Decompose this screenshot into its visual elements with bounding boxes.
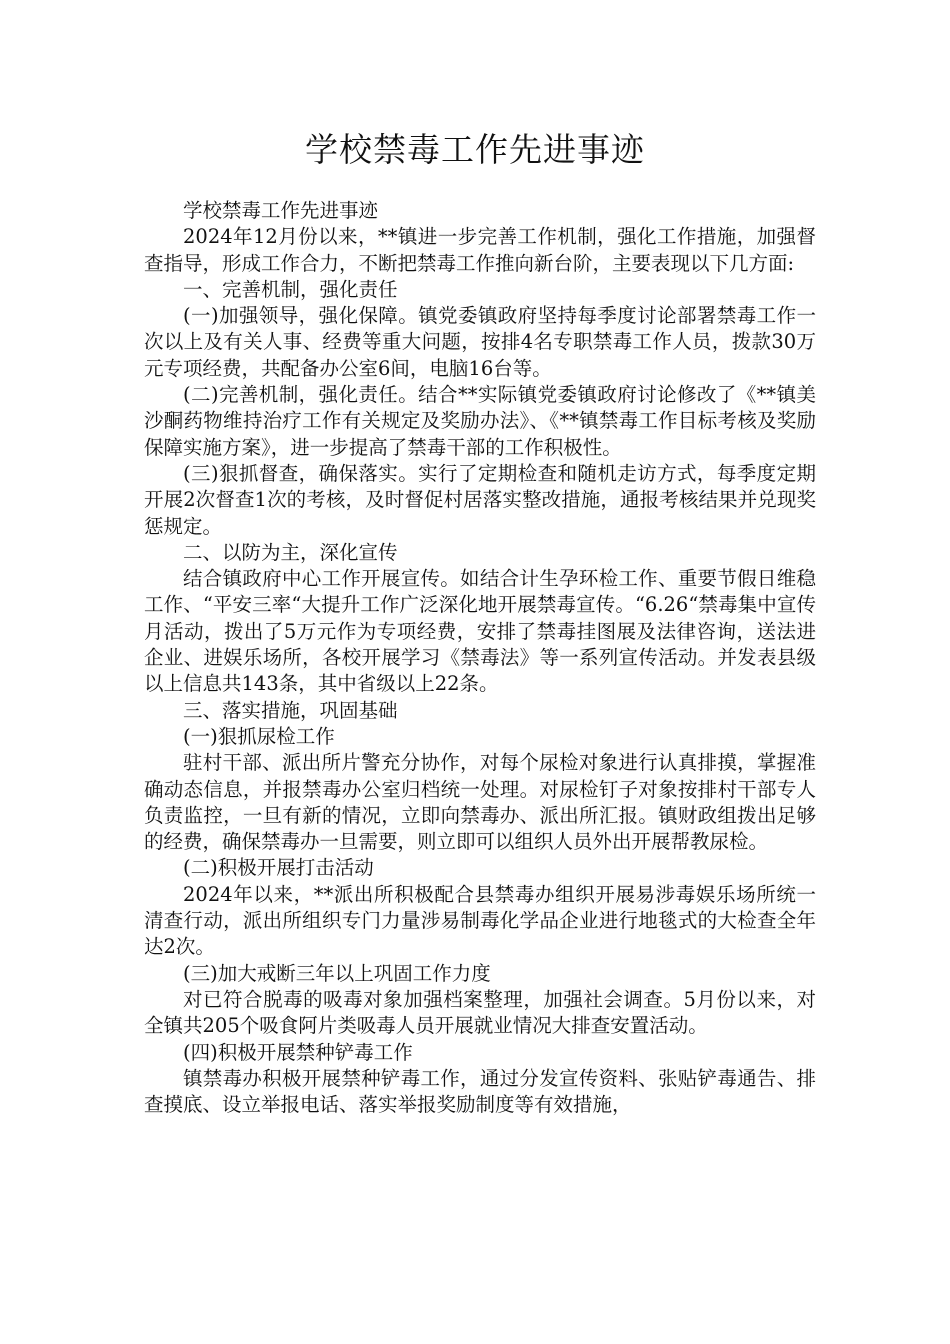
document-title: 学校禁毒工作先进事迹 xyxy=(305,130,645,169)
paragraph: 镇禁毒办积极开展禁种铲毒工作，通过分发宣传资料、张贴铲毒通告、排查摸底、设立举报电话、落实举报奖励制度等有效措施， xyxy=(144,1066,816,1117)
subsection-heading: (二)积极开展打击活动 xyxy=(183,856,374,880)
paragraph: 结合镇政府中心工作开展宣传。如结合计生孕环检工作、重要节假日维稳工作、“平安三率“大提升工作广泛深化地开展禁毒宣传。“6.26“禁毒集中宣传月活动，拨出了5万元作为专项经费，安排了禁毒挂图展及法律咨询，送法进企业、进娱乐场所，各校开展学习《禁毒法》等一系列宣传活动。并发表县级以上信息共143条，其中省级以上22条。 xyxy=(144,567,816,696)
subsection-heading: (三)加大戒断三年以上巩固工作力度 xyxy=(183,961,491,985)
subsection-heading: (四)积极开展禁种铲毒工作 xyxy=(183,1040,413,1064)
paragraph: (三)狠抓督查，确保落实。实行了定期检查和随机走访方式，每季度定期开展2次督查1次的考核，及时督促村居落实整改措施，通报考核结果并兑现奖惩规定。 xyxy=(144,461,816,538)
subsection-heading: (一)狠抓尿检工作 xyxy=(183,724,335,748)
document-body xyxy=(144,198,816,1118)
section-heading: 一、完善机制，强化责任 xyxy=(183,277,398,301)
paragraph: 驻村干部、派出所片警充分协作，对每个尿检对象进行认真排摸，掌握准确动态信息，并报禁毒办公室归档统一处理。对尿检钉子对象按排村干部专人负责监控，一旦有新的情况，立即向禁毒办、派出所汇报。镇财政组拨出足够的经费，确保禁毒办一旦需要，则立即可以组织人员外出开展帮教尿检。 xyxy=(144,751,816,854)
section-heading: 二、以防为主，深化宣传 xyxy=(183,540,398,564)
paragraph: (二)完善机制，强化责任。结合**实际镇党委镇政府讨论修改了《**镇美沙酮药物维持治疗工作有关规定及奖励办法》、《**镇禁毒工作目标考核及奖励保障实施方案》，进一步提高了禁毒干部的工作积极性。 xyxy=(144,383,816,459)
paragraph: (一)加强领导，强化保障。镇党委镇政府坚持每季度讨论部署禁毒工作一次以上及有关人事、经费等重大问题，按排4名专职禁毒工作人员，拨款30万元专项经费，共配备办公室6间，电脑16台等。 xyxy=(144,304,816,380)
section-heading: 三、落实措施，巩固基础 xyxy=(183,698,398,722)
paragraph: 对已符合脱毒的吸毒对象加强档案整理，加强社会调查。5月份以来，对全镇共205个吸食阿片类吸毒人员开展就业情况大排查安置活动。 xyxy=(144,987,816,1038)
paragraph: 学校禁毒工作先进事迹 xyxy=(183,199,379,222)
paragraph: 2024年以来，**派出所积极配合县禁毒办组织开展易涉毒娱乐场所统一清查行动，派出所组织专门力量涉易制毒化学品企业进行地毯式的大检查全年达2次。 xyxy=(144,882,816,959)
paragraph: 2024年12月份以来，**镇进一步完善工作机制，强化工作措施，加强督查指导，形成工作合力，不断把禁毒工作推向新台阶，主要表现以下几方面: xyxy=(144,225,816,275)
